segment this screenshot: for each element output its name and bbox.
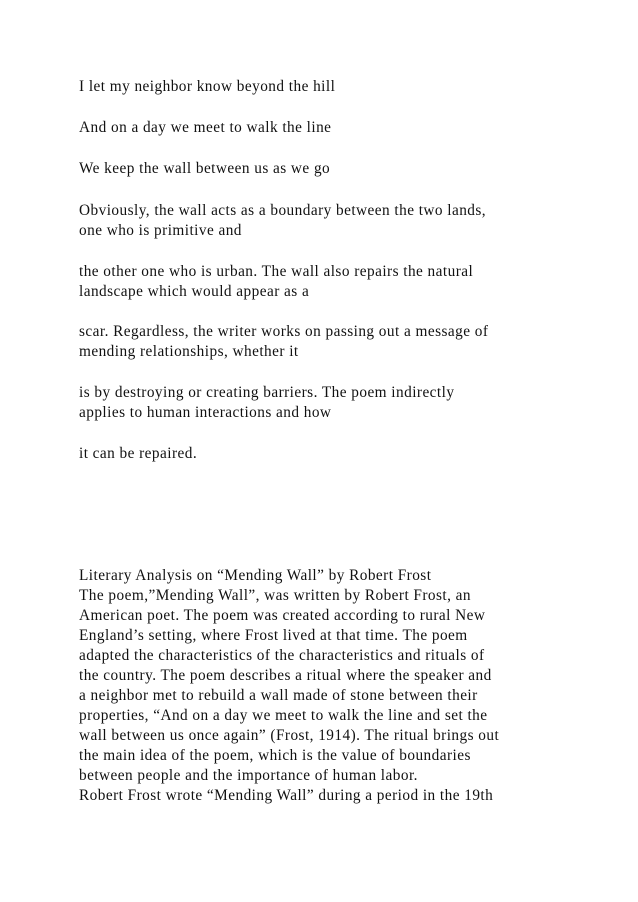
- analysis-line: American poet. The poem was created according to rural New: [79, 607, 486, 624]
- commentary-paragraph: [79, 262, 473, 302]
- commentary-line: landscape which would appear as a: [79, 283, 310, 300]
- commentary-line: it can be repaired.: [79, 445, 198, 462]
- analysis-line: the country. The poem describes a ritual where the speaker and: [79, 667, 492, 684]
- poem-line: We keep the wall between us as we go: [79, 160, 331, 177]
- poem-line: I let my neighbor know beyond the hill: [79, 78, 336, 95]
- analysis-line: between people and the importance of human labor.: [79, 767, 418, 784]
- analysis-line: The poem,”Mending Wall”, was written by Robert Frost, an: [79, 587, 472, 604]
- analysis-line: the main idea of the poem, which is the value of boundaries: [79, 747, 471, 764]
- commentary-line: one who is primitive and: [79, 222, 242, 239]
- analysis-line: England’s setting, where Frost lived at that time. The poem: [79, 627, 468, 644]
- commentary-line: scar. Regardless, the writer works on passing out a message of: [79, 323, 489, 340]
- analysis-line: Robert Frost wrote “Mending Wall” during a period in the 19th: [79, 787, 494, 804]
- analysis-line: properties, “And on a day we meet to walk the line and set the: [79, 707, 488, 724]
- commentary-line: Obviously, the wall acts as a boundary between the two lands,: [79, 202, 487, 219]
- commentary-paragraph: [79, 383, 454, 423]
- analysis-line: adapted the characteristics of the characteristics and rituals of: [79, 647, 485, 664]
- commentary-line: the other one who is urban. The wall also repairs the natural: [79, 263, 474, 280]
- commentary-line: applies to human interactions and how: [79, 404, 332, 421]
- commentary-paragraph: [79, 322, 488, 362]
- poem-line: And on a day we meet to walk the line: [79, 119, 332, 136]
- commentary-paragraph: [79, 444, 197, 464]
- analysis-title: Literary Analysis on “Mending Wall” by Robert Frost: [79, 567, 432, 584]
- commentary-line: mending relationships, whether it: [79, 343, 299, 360]
- commentary-paragraph: [79, 201, 486, 241]
- analysis-line: a neighbor met to rebuild a wall made of stone between their: [79, 687, 478, 704]
- analysis-section: [79, 566, 499, 806]
- analysis-line: wall between us once again” (Frost, 1914). The ritual brings out: [79, 727, 500, 744]
- commentary-line: is by destroying or creating barriers. The poem indirectly: [79, 384, 455, 401]
